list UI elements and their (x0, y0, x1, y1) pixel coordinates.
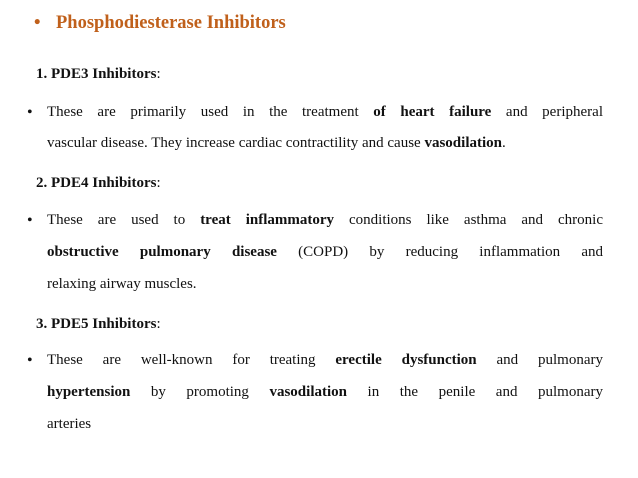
bullet-line (47, 276, 603, 296)
section-heading-pde4 (36, 175, 161, 192)
slide-title (34, 13, 286, 34)
body-text: vascular disease. They increase cardiac contractility and cause (47, 135, 425, 151)
body-text: These are used to (47, 212, 201, 228)
heading-colon: : (156, 316, 161, 332)
heading-text: 1. PDE3 Inhibitors (36, 66, 157, 82)
heading-colon: : (156, 66, 161, 82)
bold-text: vasodilation (424, 135, 502, 151)
bold-text: of heart failure (373, 104, 492, 120)
heading-text: 2. PDE4 Inhibitors (36, 175, 157, 191)
bullet-dot: • (27, 212, 33, 229)
body-text: arteries (47, 416, 92, 432)
bold-text: treat inflammatory (200, 212, 335, 228)
heading-text: 3. PDE5 Inhibitors (36, 316, 157, 332)
heading-colon: : (156, 175, 161, 191)
bullet-dot: • (27, 352, 33, 369)
bullet-pde3 (27, 104, 603, 156)
body-text: relaxing airway muscles. (47, 276, 197, 292)
title-text: Phosphodiesterase Inhibitors (56, 13, 286, 33)
body-text: . (502, 135, 506, 151)
body-text: by promoting (130, 384, 270, 400)
body-text: conditions like asthma and chronic (334, 212, 603, 228)
bullet-pde5 (27, 352, 603, 442)
bold-text: hypertension (47, 384, 131, 400)
bullet-dot: • (27, 104, 33, 121)
section-heading-pde5 (36, 316, 161, 333)
body-text: and pulmonary (476, 352, 603, 368)
body-text: These are primarily used in the treatment (47, 104, 374, 120)
bullet-line (47, 244, 603, 264)
bullet-line (47, 104, 603, 124)
bullet-line (47, 135, 603, 155)
section-heading-pde3 (36, 66, 161, 83)
title-bullet: • (34, 13, 41, 33)
bold-text: vasodilation (269, 384, 347, 400)
bold-text: erectile dysfunction (335, 352, 477, 368)
body-text: (COPD) by reducing inflammation and (276, 244, 603, 260)
body-text: and peripheral (491, 104, 603, 120)
bullet-line (47, 212, 603, 232)
bullet-line (47, 384, 603, 404)
bullet-pde4 (27, 212, 603, 302)
body-text: These are well-known for treating (47, 352, 336, 368)
body-text: in the penile and pulmonary (347, 384, 603, 400)
bold-text: obstructive pulmonary disease (47, 244, 277, 260)
bullet-line (47, 416, 603, 436)
bullet-line (47, 352, 603, 372)
